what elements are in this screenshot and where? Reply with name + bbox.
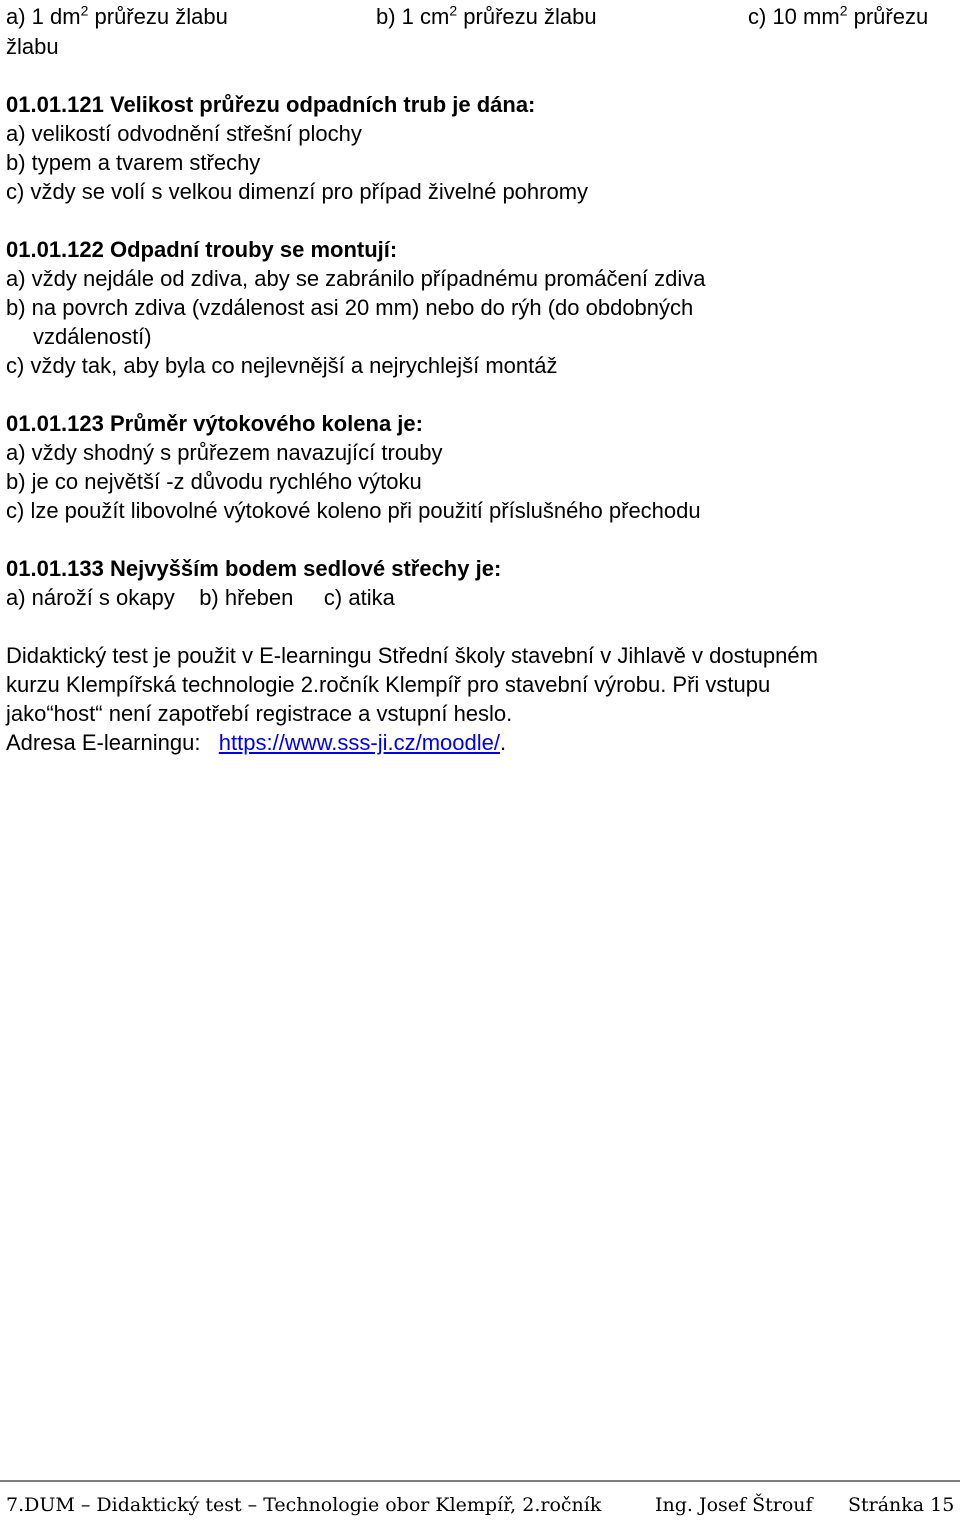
- footer-author: Ing. Josef Štrouf: [655, 1494, 813, 1516]
- footer-page-number: Stránka 15: [848, 1494, 955, 1516]
- info-line-2: kurzu Klempířská technologie 2.ročník Klempíř pro stavební výrobu. Při vstupu: [6, 672, 771, 697]
- q121-answer-a: a) velikostí odvodnění střešní plochy: [6, 121, 362, 146]
- q120-answer-a: a) 1 $dm^2$ průřezu žlabu: [6, 2, 228, 29]
- info-line-1: Didaktický test je použit v E-learningu Střední školy stavební v Jihlavě v dostupném: [6, 643, 818, 668]
- q133-answers: a) nároží s okapy b) hřeben c) atika: [6, 585, 395, 610]
- q120-answer-b: b) 1 $cm^2$ průřezu žlabu: [376, 2, 597, 29]
- q123-answer-b: b) je co největší -z důvodu rychlého výtoku: [6, 469, 422, 494]
- q123-title: 01.01.123 Průměr výtokového kolena je:: [6, 411, 423, 436]
- q123-answer-c: c) lze použít libovolné výtokové koleno při použití příslušného přechodu: [6, 498, 701, 523]
- q121-answer-c: c) vždy se volí s velkou dimenzí pro případ živelné pohromy: [6, 179, 589, 204]
- address-label: Adresa E-learningu:: [6, 730, 219, 755]
- q122-answer-b: b) na povrch zdiva (vzdálenost asi 20 mm) nebo do rýh (do obdobných: [6, 295, 694, 320]
- q121-answer-b: b) typem a tvarem střechy: [6, 150, 261, 175]
- q133-title: 01.01.133 Nejvyšším bodem sedlové střechy je:: [6, 556, 502, 581]
- q122-answer-a: a) vždy nejdále od zdiva, aby se zabránilo případnému promáčení zdiva: [6, 266, 706, 291]
- moodle-link[interactable]: https://www.sss-ji.cz/moodle/: [218, 730, 500, 755]
- q122-answer-c: c) vždy tak, aby byla co nejlevnější a nejrychlejší montáž: [6, 353, 558, 378]
- q121-title: 01.01.121 Velikost průřezu odpadních trub je dána:: [6, 92, 536, 117]
- info-address: [6, 728, 506, 757]
- page-footer: [0, 1480, 960, 1525]
- footer-title: 7.DUM – Didaktický test – Technologie obor Klempíř, 2.ročník: [6, 1494, 602, 1516]
- info-line-3: jako“host“ není zapotřebí registrace a vstupní heslo.: [6, 701, 513, 726]
- q123-answer-a: a) vždy shodný s průřezem navazující trouby: [6, 440, 443, 465]
- q122-title: 01.01.122 Odpadní trouby se montují:: [6, 237, 398, 262]
- address-end: .: [499, 730, 507, 755]
- q120-answer-c: c) 10 $mm^2$ průřezu: [748, 2, 929, 29]
- q122-answer-b-continued: vzdáleností): [33, 324, 152, 349]
- q120-answer-wrap: žlabu: [6, 34, 59, 59]
